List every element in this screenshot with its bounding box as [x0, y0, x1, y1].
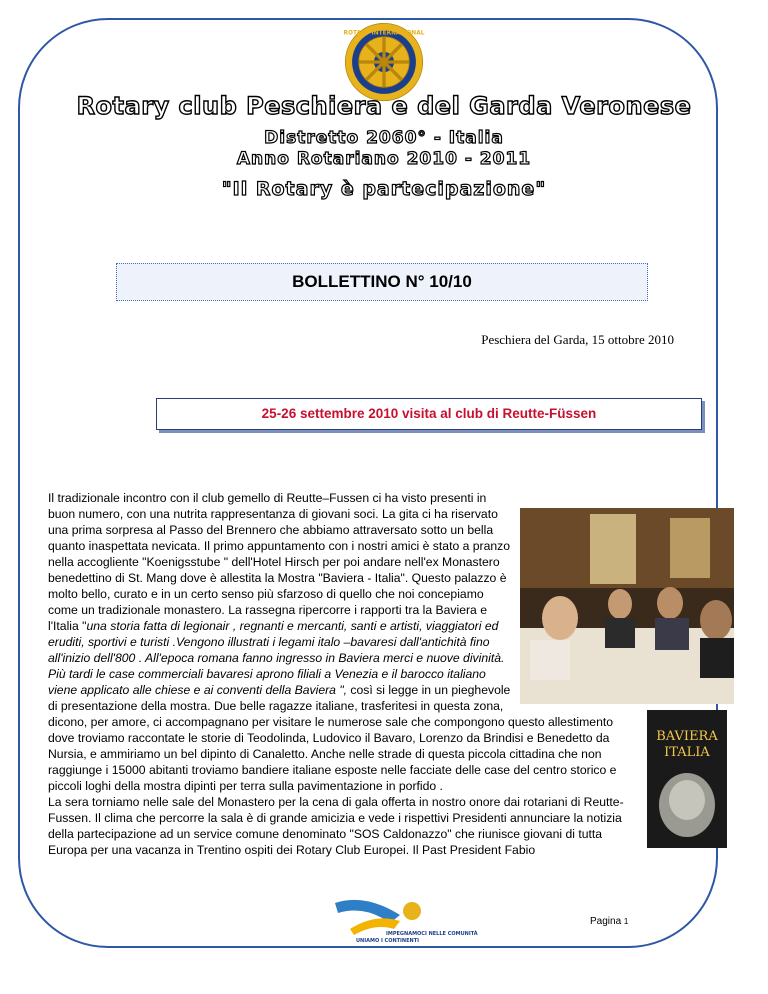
baviera-italia-poster: [647, 710, 727, 848]
footer-slogan-2: UNIAMO I CONTINENTI: [356, 938, 419, 944]
article-paragraph-1: Il tradizionale incontro con il club gemello di Reutte–Fussen ci ha visto presenti in buon numero, con una nutrita rappresentanza di giovani soci. La gita ci ha riservato una prima sorpresa al Passo del Brennero che abbiamo attraversato sotto un bella quanto inaspettata nevicata. Il primo appuntamento con i nostri amici è stato a pranzo nella accogliente "Koenigsstube " dell'Hotel Hirsch per poi andare nell'ex Monastero benedettino di St. Mang dove è allestita la Mostra "Baviera - Italia". Questo palazzo è molto bello, curato e in un certo senso più sfarzoso di quello che noi concepiamo come un tradizionale monastero. La rassegna ripercorre i rapporti tra la Baviera e l'Italia ": [48, 491, 511, 633]
club-name-heading: Rotary club Peschiera e del Garda Veronese: [76, 92, 692, 120]
motto-heading: "Il Rotary è partecipazione": [221, 178, 547, 200]
bulletin-title-box: BOLLETTINO N° 10/10: [116, 263, 648, 301]
footer-slogan-logo: [330, 895, 478, 945]
article-quote: una storia fatta di legionair , regnanti e mercanti, santi e artisti, viaggiatori ed eruditi, sportivi e turisti .Vengono illustrati i legami italo –bavaresi dall'antichità fino all'inizio dell'800 . All'epoca romana fanno ingresso in Baviera merci e nuove divinità. Più tardi le case commerciali bavaresi aprono filiali a Venezia e il barocco italiano viene applicato alle chiese e ai conventi della Baviera ",: [48, 619, 505, 697]
district-heading: Distretto 2060° - Italia: [264, 128, 504, 148]
article-body: [48, 490, 734, 858]
dateline: Peschiera del Garda, 15 ottobre 2010: [481, 332, 674, 347]
dinner-photo: [520, 508, 734, 704]
article-paragraph-1-end: così si legge in un pieghevole di presentazione della mostra. Due belle ragazze italiane, trasferitesi in questa zona, dicono, per amore, ci accompagnano per visitare le numerose sale che compongono questo allestimento dove troviamo raccontate le storie di Teodolinda, Ludovico il Bavaro, Lorenzo da Brindisi e Benedetto da Nursia, e ammiriamo un bel dipinto di Canaletto. Anche nelle strade di questa piccola cittadina che non raggiunge i 15000 abitanti troviamo bandiere italiane esposte nelle facciate delle case del centro storico e piccoli loghi della mostra dipinti per terra sulla pavimentazione in porfido .: [48, 683, 617, 793]
event-title-box: 25-26 settembre 2010 visita al club di Reutte-Füssen: [156, 398, 702, 430]
page-label: Pagina: [590, 916, 622, 927]
poster-line2: ITALIA: [664, 745, 710, 760]
rotary-year-heading: Anno Rotariano 2010 - 2011: [236, 149, 532, 169]
page-number: [590, 916, 628, 927]
article-paragraph-2: La sera torniamo nelle sale del Monastero per la cena di gala offerta in nostro onore dai rotariani di Reutte-Fussen. Il clima che percorre la sala è di grande amicizia e vede i rispettivi Presidenti annunciare la notizia della partecipazione ad un service comune denominato "SOS Caldonazzo" che riunisce giovani di tutta Europa per una vacanza in Trentino ospiti dei Rotary Club Europei. Il Past President Fabio: [48, 795, 624, 857]
footer-slogan-1: IMPEGNAMOCI NELLE COMUNITÀ: [386, 931, 478, 937]
logo-text: ROTARY INTERNATIONAL: [343, 30, 425, 37]
poster-line1: BAVIERA: [656, 729, 718, 744]
page-number-value: 1: [623, 917, 629, 926]
